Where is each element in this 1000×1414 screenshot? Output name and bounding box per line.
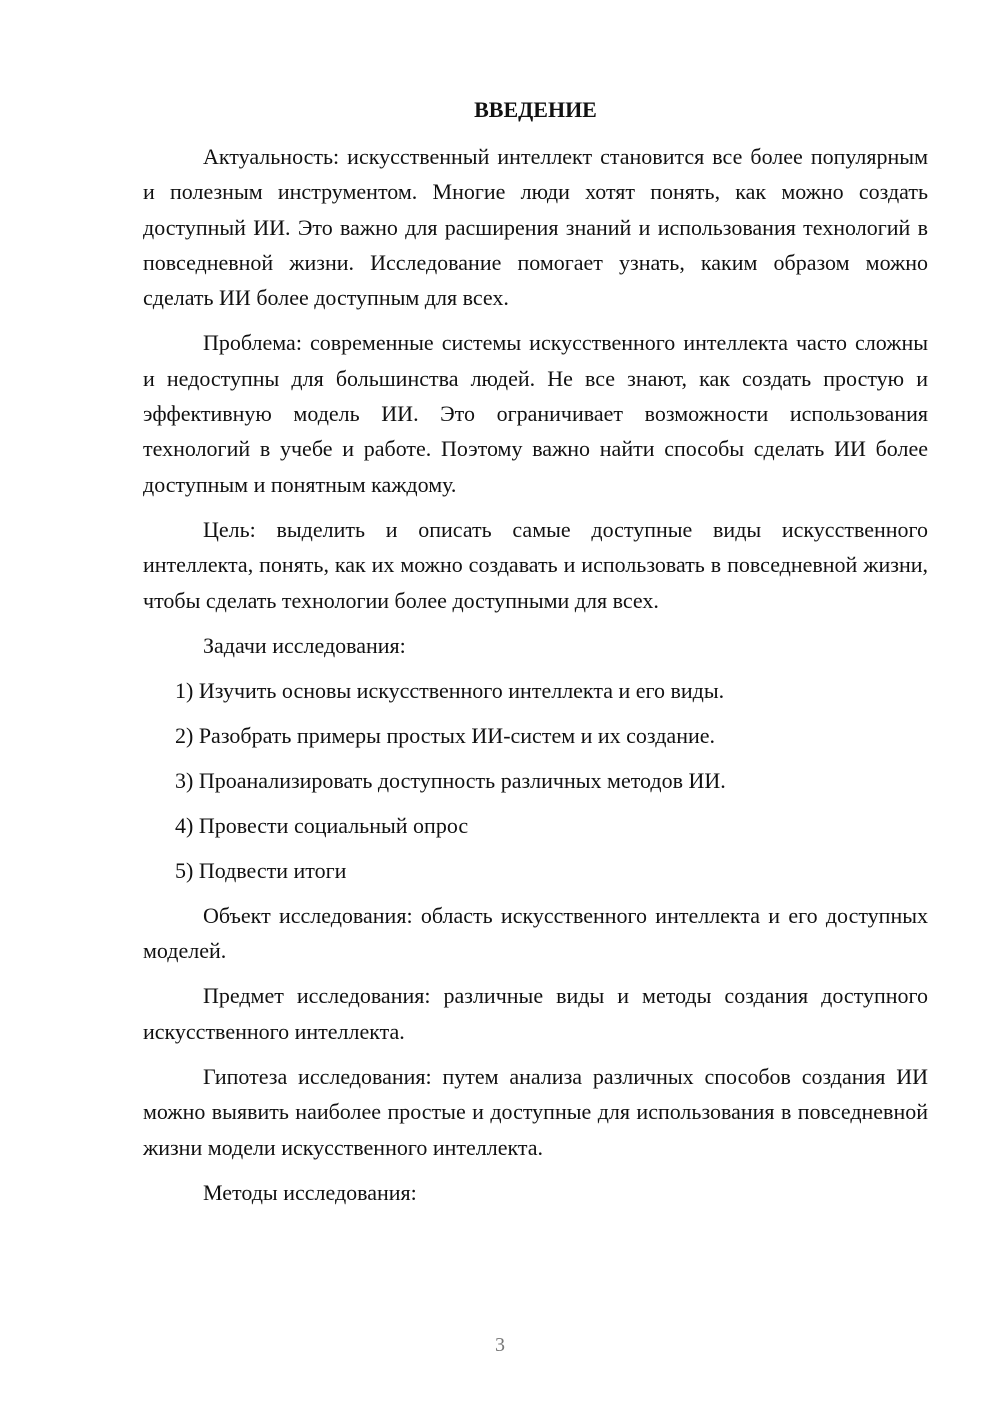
document-page <box>143 95 928 1220</box>
section-title: ВВЕДЕНИЕ <box>474 97 597 122</box>
methods-heading: Методы исследования: <box>203 1179 417 1205</box>
list-item: 4) Провести социальный опрос <box>175 812 469 838</box>
tasks-list <box>143 673 928 888</box>
paragraph-goal: Цель: выделить и описать самые доступные виды искусственного интеллекта, понять, как их можно создавать и использовать в повседневной жизни, чтобы сделать технологии более доступными для всех. <box>143 516 928 613</box>
list-item: 1) Изучить основы искусственного интеллекта и его виды. <box>175 677 725 703</box>
page-number: 3 <box>495 1334 505 1356</box>
list-item: 3) Проанализировать доступность различных методов ИИ. <box>175 767 726 793</box>
list-item: 5) Подвести итоги <box>175 857 347 883</box>
tasks-heading: Задачи исследования: <box>203 632 406 658</box>
paragraph-object: Объект исследования: область искусственного интеллекта и его доступных моделей. <box>143 902 928 964</box>
paragraph-subject: Предмет исследования: различные виды и методы создания доступного искусственного интеллекта. <box>143 983 928 1044</box>
paragraph-relevance: Актуальность: искусственный интеллект становится все более популярным и полезным инструментом. Многие люди хотят понять, как можно создать доступный ИИ. Это важно для расширения знаний и использования технологий в повседневной жизни. Исследование помогает узнать, каким образом можно сделать ИИ более доступным для всех. <box>143 144 928 311</box>
paragraph-problem: Проблема: современные системы искусственного интеллекта часто сложны и недоступны для большинства людей. Не все знают, как создать простую и эффективную модель ИИ. Это ограничивает возможности использования технологий в учебе и работе. Поэтому важно найти способы сделать ИИ более доступным и понятным каждому. <box>143 330 928 497</box>
list-item: 2) Разобрать примеры простых ИИ-систем и их создание. <box>175 722 715 748</box>
paragraph-hypothesis: Гипотеза исследования: путем анализа различных способов создания ИИ можно выявить наиболее простые и доступные для использования в повседневной жизни модели искусственного интеллекта. <box>143 1064 928 1160</box>
